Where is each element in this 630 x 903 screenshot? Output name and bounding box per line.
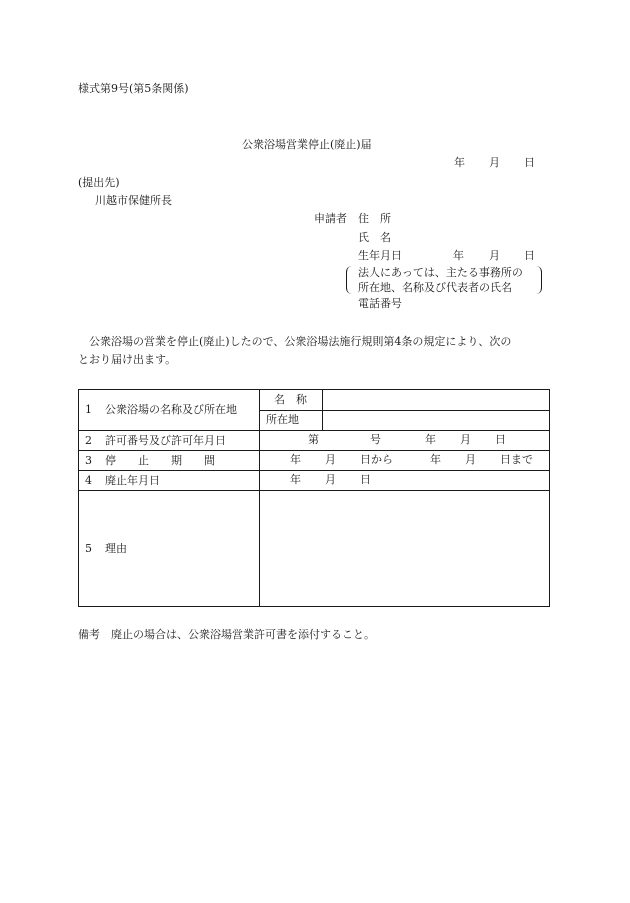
row5-label: 理由 — [105, 541, 127, 555]
applicant-name-label: 氏 名 — [358, 231, 391, 244]
row5-number: 5 — [85, 541, 92, 555]
row2-year: 年 — [425, 433, 436, 446]
row1-number: 1 — [85, 403, 92, 416]
corporate-note-line2: 所在地、名称及び代表者の氏名 — [358, 281, 512, 294]
table-row — [79, 451, 550, 471]
row4-field[interactable] — [260, 471, 550, 491]
row3-label-cell — [79, 451, 260, 471]
row2-label: 許可番号及び許可年月日 — [105, 433, 226, 447]
date-day: 日 — [524, 156, 535, 169]
row4-label: 廃止年月日 — [105, 473, 160, 487]
applicant-label: 申請者 — [314, 212, 347, 225]
applicant-birthdate-label: 生年月日 — [358, 249, 402, 262]
birth-year: 年 — [453, 249, 464, 262]
table-row — [79, 390, 550, 411]
row2-dai: 第 — [308, 433, 319, 446]
row2-field[interactable] — [260, 431, 550, 451]
row4-label-cell — [79, 471, 260, 491]
row2-go: 号 — [370, 433, 381, 446]
row4-day: 日 — [360, 473, 371, 486]
table-row — [79, 491, 550, 607]
row3-year-start: 年 — [290, 453, 301, 466]
row5-reason-field[interactable] — [260, 491, 550, 607]
row1-name-sublabel: 名 称 — [260, 390, 323, 411]
row5-label-cell — [79, 491, 260, 607]
row3-month-start: 月 — [325, 453, 336, 466]
notification-table — [78, 389, 550, 607]
row3-day-start: 日から — [360, 453, 393, 466]
row4-year: 年 — [290, 473, 301, 486]
row3-year-end: 年 — [430, 453, 441, 466]
row3-field[interactable] — [260, 451, 550, 471]
birth-month: 月 — [489, 249, 500, 262]
date-month: 月 — [489, 156, 500, 169]
row1-location-sublabel: 所在地 — [260, 410, 323, 431]
row3-number: 3 — [85, 453, 92, 467]
row2-month: 月 — [460, 433, 471, 446]
row1-label-cell — [79, 390, 260, 431]
row4-month: 月 — [325, 473, 336, 486]
table-row — [79, 471, 550, 491]
body-text-line1: 公衆浴場の営業を停止(廃止)したので、公衆浴場法施行規則第4条の規定により、次の — [89, 335, 512, 348]
row1-label: 公衆浴場の名称及び所在地 — [105, 403, 237, 416]
table-row — [79, 431, 550, 451]
applicant-phone-label: 電話番号 — [358, 297, 402, 310]
corporate-note-line1: 法人にあっては、主たる事務所の — [358, 266, 523, 279]
row4-number: 4 — [85, 473, 92, 487]
body-text-line2: とおり届け出ます。 — [78, 353, 177, 366]
row3-label: 停 止 期 間 — [105, 453, 215, 467]
row2-label-cell — [79, 431, 260, 451]
row3-day-end: 日まで — [500, 453, 533, 466]
remarks: 備考 廃止の場合は、公衆浴場営業許可書を添付すること。 — [78, 628, 375, 641]
row1-name-field[interactable] — [323, 390, 550, 411]
birth-day: 日 — [524, 249, 535, 262]
row2-day: 日 — [495, 433, 506, 446]
submit-to-recipient: 川越市保健所長 — [95, 194, 172, 207]
document-title: 公衆浴場営業停止(廃止)届 — [242, 138, 372, 151]
date-year: 年 — [454, 156, 465, 169]
applicant-address-label: 住 所 — [358, 212, 391, 225]
row3-month-end: 月 — [465, 453, 476, 466]
submit-to-label: (提出先) — [78, 176, 120, 189]
form-number: 様式第9号(第5条関係) — [78, 82, 189, 95]
row1-location-field[interactable] — [323, 410, 550, 431]
row2-number: 2 — [85, 433, 92, 447]
